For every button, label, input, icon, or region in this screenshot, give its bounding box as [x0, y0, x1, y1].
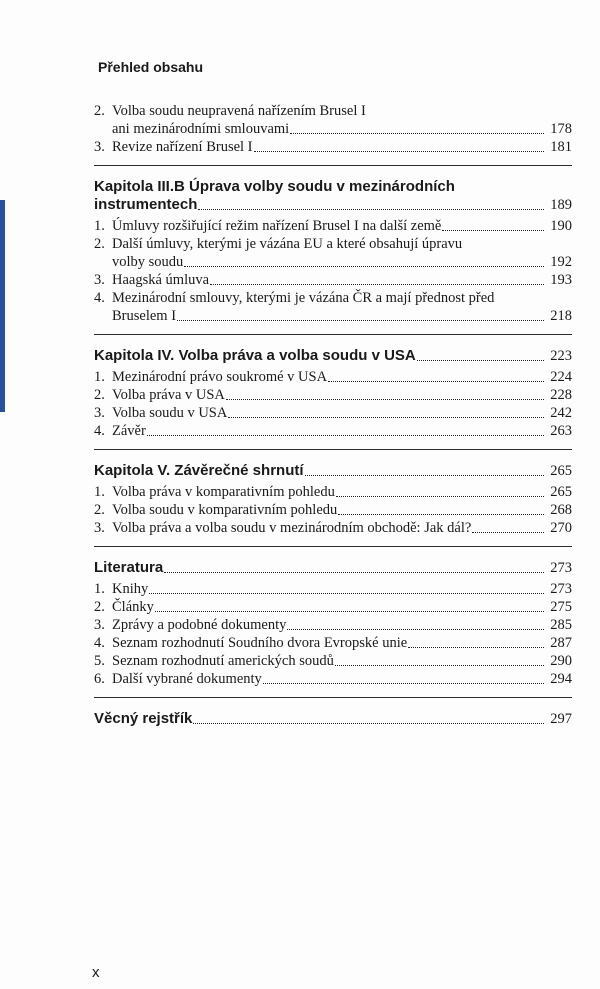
toc-entry[interactable] — [94, 501, 572, 519]
chapter-title-line: Literatura — [94, 559, 164, 576]
entry-last-line — [112, 368, 572, 386]
entry-number: 2. — [94, 387, 105, 403]
toc-entry[interactable] — [94, 616, 572, 634]
dot-leader — [338, 514, 544, 515]
entry-text — [112, 386, 572, 404]
dot-leader — [193, 723, 544, 724]
chapter-title-last-line — [94, 196, 572, 214]
entry-line: Volba práva v komparativním pohledu — [112, 484, 335, 500]
entry-text — [112, 368, 572, 386]
chapter-heading[interactable] — [94, 178, 572, 214]
chapter-heading-text — [94, 462, 572, 480]
chapter-heading[interactable] — [94, 347, 572, 365]
entry-last-line — [112, 598, 572, 616]
entry-text — [112, 217, 572, 235]
dot-leader — [149, 593, 544, 594]
entry-number: 3. — [94, 617, 105, 633]
dot-leader — [442, 230, 544, 231]
toc-entry[interactable] — [94, 289, 572, 325]
entry-number: 2. — [94, 236, 105, 252]
entry-page-number: 265 — [550, 484, 572, 500]
toc-chapter — [94, 710, 572, 740]
entry-page-number: 263 — [550, 423, 572, 439]
entry-line: Články — [112, 599, 154, 615]
toc-entry[interactable] — [94, 580, 572, 598]
chapter-page-number: 265 — [550, 463, 572, 479]
toc-entry[interactable] — [94, 138, 572, 156]
toc-entry[interactable] — [94, 235, 572, 271]
entry-line: Úmluvy rozšiřující režim nařízení Brusel I na další země — [112, 218, 442, 234]
entry-last-line — [112, 519, 572, 537]
entry-text — [112, 580, 572, 598]
entry-line: Seznam rozhodnutí Soudního dvora Evropské unie — [112, 635, 408, 651]
chapter-heading[interactable] — [94, 710, 572, 728]
chapter-page-number: 223 — [550, 348, 572, 364]
dot-leader — [472, 532, 544, 533]
entry-last-line — [112, 501, 572, 519]
entry-page-number: 193 — [550, 272, 572, 288]
running-head: Přehled obsahu — [98, 59, 204, 75]
chapter-heading-text — [94, 559, 572, 577]
entry-line: Revize nařízení Brusel I — [112, 139, 253, 155]
entry-page-number: 294 — [550, 671, 572, 687]
entry-number: 6. — [94, 671, 105, 687]
toc-entry[interactable] — [94, 483, 572, 501]
entry-text — [112, 102, 572, 138]
entry-page-number: 178 — [550, 121, 572, 137]
toc-chapter — [94, 347, 572, 450]
entry-number: 5. — [94, 653, 105, 669]
toc-chapter — [94, 462, 572, 547]
dot-leader — [287, 629, 544, 630]
dot-leader — [228, 417, 544, 418]
chapter-title-line: instrumentech — [94, 196, 198, 213]
entry-page-number: 285 — [550, 617, 572, 633]
chapter-title-line: Věcný rejstřík — [94, 710, 193, 727]
dot-leader — [147, 435, 544, 436]
toc-entry[interactable] — [94, 519, 572, 537]
entry-line: Volba práva a volba soudu v mezinárodním obchodě: Jak dál? — [112, 520, 472, 536]
entry-number: 1. — [94, 581, 105, 597]
toc-entry[interactable] — [94, 386, 572, 404]
entry-number: 4. — [94, 635, 105, 651]
page-edge-color-band — [0, 200, 5, 412]
page-number: x — [92, 964, 100, 981]
entry-text — [112, 404, 572, 422]
chapter-title-last-line — [94, 462, 572, 480]
entry-text — [112, 483, 572, 501]
chapter-heading[interactable] — [94, 462, 572, 480]
entry-text — [112, 519, 572, 537]
entry-text — [112, 670, 572, 688]
entry-line: Zprávy a podobné dokumenty — [112, 617, 287, 633]
toc-entry[interactable] — [94, 102, 572, 138]
toc-entry[interactable] — [94, 652, 572, 670]
entry-line: ani mezinárodními smlouvami — [112, 121, 290, 137]
entry-last-line — [112, 580, 572, 598]
entry-page-number: 287 — [550, 635, 572, 651]
entry-text — [112, 271, 572, 289]
dot-leader — [408, 647, 544, 648]
entry-text — [112, 501, 572, 519]
entry-line: Bruselem I — [112, 308, 177, 324]
dot-leader — [226, 399, 544, 400]
entry-last-line — [112, 422, 572, 440]
entry-line: Volba soudu v USA — [112, 405, 228, 421]
entry-text — [112, 598, 572, 616]
dot-leader — [336, 496, 544, 497]
entry-last-line — [112, 138, 572, 156]
entry-last-line — [112, 634, 572, 652]
entry-page-number: 268 — [550, 502, 572, 518]
entry-line: Haagská úmluva — [112, 272, 210, 288]
toc-entry[interactable] — [94, 271, 572, 289]
toc-chapter — [94, 178, 572, 335]
entry-page-number: 273 — [550, 581, 572, 597]
entry-number: 2. — [94, 502, 105, 518]
chapter-heading[interactable] — [94, 559, 572, 577]
entry-text — [112, 138, 572, 156]
entry-last-line — [112, 616, 572, 634]
entry-last-line — [112, 253, 572, 271]
dot-leader — [198, 209, 544, 210]
entry-line: Volba soudu neupravená nařízením Brusel I — [112, 103, 366, 119]
entry-line: volby soudu — [112, 254, 184, 270]
dot-leader — [254, 151, 544, 152]
entry-line: Seznam rozhodnutí amerických soudů — [112, 653, 334, 669]
entry-text — [112, 634, 572, 652]
entry-line: Knihy — [112, 581, 149, 597]
entry-line: Volba práva v USA — [112, 387, 225, 403]
entry-last-line — [112, 120, 572, 138]
dot-leader — [184, 266, 544, 267]
dot-leader — [263, 683, 544, 684]
entry-line: Závěr — [112, 423, 146, 439]
dot-leader — [164, 572, 544, 573]
entry-number: 2. — [94, 103, 105, 119]
dot-leader — [155, 611, 544, 612]
entry-number: 1. — [94, 369, 105, 385]
entry-last-line — [112, 307, 572, 325]
chapter-page-number: 273 — [550, 560, 572, 576]
entry-number: 2. — [94, 599, 105, 615]
entry-line: Další vybrané dokumenty — [112, 671, 262, 687]
entry-text — [112, 652, 572, 670]
toc-continued-section — [94, 102, 572, 166]
entry-page-number: 192 — [550, 254, 572, 270]
entry-text — [112, 422, 572, 440]
entry-page-number: 242 — [550, 405, 572, 421]
chapter-heading-text — [94, 178, 572, 214]
toc-entry[interactable] — [94, 670, 572, 688]
entry-number: 3. — [94, 405, 105, 421]
dot-leader — [417, 360, 544, 361]
chapter-heading-text — [94, 710, 572, 728]
chapter-title-line: Kapitola III.B Úprava volby soudu v mezinárodních — [94, 178, 455, 195]
entry-number: 4. — [94, 423, 105, 439]
entry-page-number: 224 — [550, 369, 572, 385]
entry-number: 4. — [94, 290, 105, 306]
entry-line: Volba soudu v komparativním pohledu — [112, 502, 338, 518]
entry-line: Mezinárodní právo soukromé v USA — [112, 369, 328, 385]
entry-last-line — [112, 483, 572, 501]
chapter-title-line: Kapitola IV. Volba práva a volba soudu v USA — [94, 347, 416, 364]
entry-number: 3. — [94, 272, 105, 288]
entry-page-number: 290 — [550, 653, 572, 669]
entry-number: 3. — [94, 520, 105, 536]
entry-page-number: 228 — [550, 387, 572, 403]
entry-last-line — [112, 670, 572, 688]
dot-leader — [305, 475, 544, 476]
entry-number: 1. — [94, 484, 105, 500]
toc-entry[interactable] — [94, 634, 572, 652]
chapter-title-line: Kapitola V. Závěrečné shrnutí — [94, 462, 304, 479]
entry-number: 3. — [94, 139, 105, 155]
chapter-page-number: 297 — [550, 711, 572, 727]
toc-entry[interactable] — [94, 422, 572, 440]
entry-page-number: 270 — [550, 520, 572, 536]
chapter-page-number: 189 — [550, 197, 572, 213]
entry-page-number: 218 — [550, 308, 572, 324]
entry-text — [112, 616, 572, 634]
dot-leader — [328, 381, 544, 382]
entry-last-line — [112, 217, 572, 235]
entry-last-line — [112, 652, 572, 670]
entry-last-line — [112, 404, 572, 422]
toc-entry[interactable] — [94, 598, 572, 616]
entry-number: 1. — [94, 218, 105, 234]
entry-text — [112, 289, 572, 325]
dot-leader — [335, 665, 544, 666]
entry-last-line — [112, 386, 572, 404]
entry-line: Mezinárodní smlouvy, kterými je vázána ČR a mají přednost před — [112, 290, 495, 306]
entry-page-number: 275 — [550, 599, 572, 615]
toc-entry[interactable] — [94, 404, 572, 422]
chapter-title-last-line — [94, 347, 572, 365]
toc-entry[interactable] — [94, 217, 572, 235]
toc-chapter — [94, 559, 572, 698]
dot-leader — [210, 284, 544, 285]
dot-leader — [290, 133, 544, 134]
chapter-title-last-line — [94, 710, 572, 728]
entry-page-number: 181 — [550, 139, 572, 155]
toc-entry[interactable] — [94, 368, 572, 386]
entry-last-line — [112, 271, 572, 289]
chapter-title-last-line — [94, 559, 572, 577]
entry-page-number: 190 — [550, 218, 572, 234]
chapter-heading-text — [94, 347, 572, 365]
table-of-contents — [94, 102, 572, 752]
entry-text — [112, 235, 572, 271]
entry-line: Další úmluvy, kterými je vázána EU a které obsahují úpravu — [112, 236, 463, 252]
dot-leader — [177, 320, 544, 321]
